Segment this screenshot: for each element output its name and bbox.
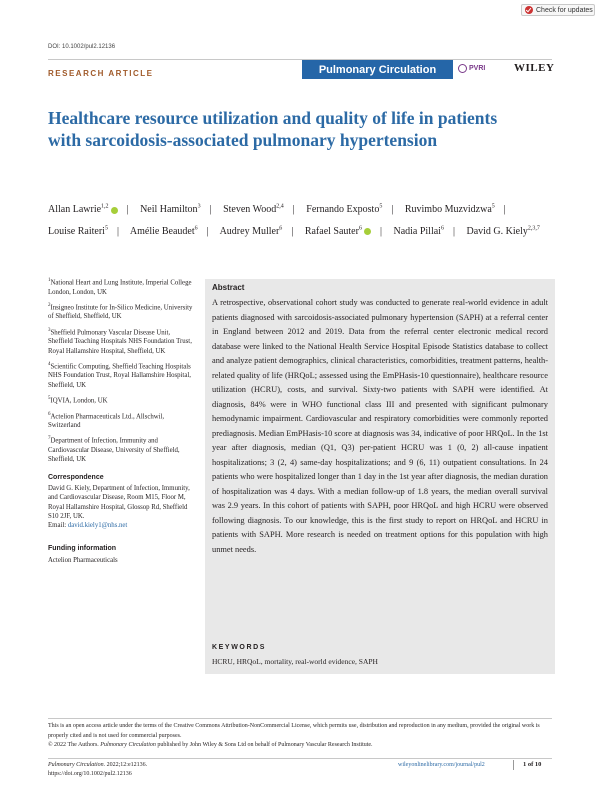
- author-affiliation-sup: 5: [379, 204, 383, 210]
- footer-doi[interactable]: https://doi.org/10.1002/pul2.12136: [48, 771, 132, 777]
- author-name-text: Rafael Sauter: [304, 225, 359, 237]
- pvri-emblem-icon: [458, 64, 467, 73]
- author-separator: |: [391, 204, 394, 216]
- journal-logo: Pulmonary Circulation: [302, 60, 453, 79]
- affiliation-item: [48, 276, 196, 297]
- affiliation-number: 4: [48, 361, 51, 367]
- author-affiliation-sup: 6: [358, 225, 362, 232]
- author-name-text: Audrey Muller: [219, 225, 280, 237]
- author-separator: |: [209, 204, 212, 216]
- author-separator: |: [206, 225, 209, 237]
- copyright-prefix: © 2022 The Authors.: [48, 742, 99, 748]
- author-affiliation-sup: 5: [491, 204, 495, 210]
- affiliation-text: Department of Infection, Immunity and Cardiovascular Disease, University of Sheffield, Sheffield, UK: [48, 437, 180, 464]
- article-title: Healthcare resource utilization and quality of life in patients with sarcoidosis-associated pulmonary hypertension: [48, 108, 498, 150]
- affiliation-item: [48, 326, 196, 356]
- correspondence-heading: Correspondence: [48, 473, 104, 481]
- affiliation-text: Actelion Pharmaceuticals Ltd., Allschwil, Switzerland: [48, 412, 165, 430]
- license-block: [48, 722, 554, 751]
- author-separator: |: [379, 225, 382, 237]
- author-separator: |: [452, 225, 455, 237]
- author-separator: |: [116, 225, 119, 237]
- footer-divider: [513, 760, 514, 770]
- author-name-text: Steven Wood: [223, 204, 277, 216]
- author-list: [48, 198, 558, 241]
- author-name: [140, 204, 201, 215]
- copyright-suffix: published by John Wiley & Sons Ltd on behalf of Pulmonary Vascular Research Institute.: [157, 742, 373, 748]
- author-name: [466, 226, 539, 237]
- orcid-icon[interactable]: [364, 228, 371, 235]
- author-name: [305, 226, 371, 237]
- author-affiliation-sup: 3: [197, 204, 201, 210]
- correspondence-email: [48, 521, 196, 530]
- footer-journal-name: Pulmonary Circulation.: [48, 762, 106, 768]
- footer-volume: 2022;12:e12136.: [106, 762, 148, 768]
- author-name-text: Nadia Pillai: [393, 225, 441, 237]
- doi-header: DOI: 10.1002/pul2.12136: [48, 44, 116, 50]
- funding-heading: Funding information: [48, 545, 117, 553]
- orcid-icon[interactable]: [111, 207, 118, 214]
- author-name: [405, 204, 495, 215]
- abstract-text: A retrospective, observational cohort study was conducted to generate real-world evidence in adult patients diagnosed with sarcoidosis-associated pulmonary hypertension (SAPH) at a referral center in England between 2012 and 2019. Data from the referral center electronic medical record database were linked to the National Health Service Hospital Episode Statistics database to collect and analyze patient demographics, clinical characteristics, comorbidities, treatment patterns, health-related quality of life (HRQoL; assessed using the EmPHasis-10 questionnaire), healthcare resource utilization (HCRU), costs, and survival. Sixty-two patients with SAPH were identified. At diagnosis, 84% were in WHO functional class III and presented with significant pulmonary hemodynamic impairment. Cardiovascular and respiratory comorbidities were commonly reported prediagnosis. Median EmPHasis-10 score at diagnosis was 34, indicative of poor HRQoL. In the 1st year after diagnosis, median (Q1, Q3) per-patient HCRU was 1 (0, 2) all-cause inpatient hospitalizations; 3 (2, 4) same-day hospitalizations; and 9 (6, 11) outpatient consultations. In 24 patients who were hospitalized longer than 1 day in the 1st year after diagnosis, the median duration of hospitalization was 4 days. With a median follow-up of 1.8 years, the median overall survival was 2.9 years. In this cohort of patients with SAPH, poor HRQoL and high HCRU were observed following diagnosis. To our knowledge, this is the first study to report on HRQoL and HCRU in patients with SAPH. More research is needed on treatment options for this population with high unmet needs.: [212, 298, 548, 554]
- author-affiliation-sup: 6: [194, 225, 198, 232]
- affiliation-text: Insigneo Institute for In-Silico Medicine, University of Sheffield, Sheffield, UK: [48, 304, 193, 321]
- license-rule: [48, 718, 552, 719]
- author-name: [393, 226, 444, 237]
- author-separator: |: [503, 204, 506, 216]
- affiliation-number: 1: [48, 278, 51, 283]
- correspondence-text: David G. Kiely, Department of Infection, Immunity, and Cardiovascular Disease, Room M15, Floor M, Royal Hallamshire Hospital, Glossop Rd, Sheffield S10 2JF, UK.: [48, 484, 190, 520]
- affiliation-item: [48, 360, 196, 390]
- check-icon: [525, 6, 533, 14]
- header-rule: [48, 59, 552, 60]
- author-name-text: Louise Raiteri: [48, 225, 105, 237]
- author-separator: |: [291, 225, 294, 237]
- keywords-heading: KEYWORDS: [212, 644, 267, 651]
- keywords-text: HCRU, HRQoL, mortality, real-world evidence, SAPH: [212, 657, 378, 666]
- affiliations: [48, 276, 196, 465]
- author-name-text: Neil Hamilton: [140, 204, 198, 216]
- author-affiliation-sup: 2,3,7: [527, 225, 540, 232]
- author-name-text: David G. Kiely: [466, 225, 528, 237]
- affiliation-number: 7: [48, 436, 51, 442]
- affiliation-item: [48, 410, 196, 431]
- author-separator: |: [126, 204, 129, 216]
- author-affiliation-sup: 6: [440, 225, 444, 232]
- email-link[interactable]: david.kiely1@nhs.net: [67, 522, 128, 530]
- article-type: RESEARCH ARTICLE: [48, 69, 154, 78]
- author-name: [130, 226, 198, 237]
- affiliation-number: 2: [48, 302, 51, 308]
- abstract-heading: Abstract: [212, 283, 245, 292]
- author-name-text: Allan Lawrie: [48, 204, 102, 216]
- author-separator: |: [292, 204, 295, 216]
- footer-journal-url[interactable]: wileyonlinelibrary.com/journal/pul2: [398, 762, 485, 768]
- funding-text: Actelion Pharmaceuticals: [48, 556, 118, 564]
- author-name-text: Amélie Beaudet: [129, 225, 195, 237]
- affiliation-text: Sheffield Pulmonary Vascular Disease Unit, Sheffield Teaching Hospitals NHS Foundation Trust, Royal Hallamshire Hospital, Sheffield, UK: [48, 328, 192, 355]
- author-name-text: Ruvimbo Muzvidzwa: [404, 204, 492, 216]
- pvri-logo: [458, 64, 485, 73]
- check-for-updates-badge[interactable]: [521, 4, 595, 16]
- sidebar-info: [48, 276, 196, 565]
- author-affiliation-sup: 6: [279, 225, 283, 232]
- license-text: This is an open access article under the terms of the Creative Commons Attribution-NonCommercial License, which permits use, distribution and reproduction in any medium, provided the original work is properly cited and is not used for commercial purposes.: [48, 723, 540, 739]
- affiliation-item: [48, 394, 196, 406]
- author-name-text: Fernando Exposto: [306, 204, 380, 216]
- page-number: 1 of 10: [523, 761, 542, 768]
- affiliation-item: [48, 301, 196, 322]
- affiliation-item: [48, 434, 196, 464]
- author-name: [223, 204, 284, 215]
- affiliation-number: 6: [48, 411, 51, 417]
- affiliation-number: 5: [48, 396, 51, 402]
- author-name: [306, 204, 382, 215]
- author-affiliation-sup: 1,2: [101, 204, 109, 210]
- author-name: [220, 226, 283, 237]
- affiliation-text: National Heart and Lung Institute, Imperial College London, London, UK: [48, 279, 192, 296]
- check-for-updates-label: Check for updates: [536, 6, 593, 14]
- publisher-logo: WILEY: [514, 62, 555, 74]
- affiliation-text: Scientific Computing, Sheffield Teaching Hospitals NHS Foundation Trust, Royal Hallamshire Hospital, Sheffield, UK: [48, 363, 191, 389]
- affiliation-text: IQVIA, London, UK: [50, 397, 108, 405]
- author-affiliation-sup: 2,4: [276, 204, 284, 210]
- affiliation-number: 3: [48, 327, 51, 333]
- email-label: Email:: [48, 522, 67, 530]
- author-name: [48, 226, 108, 237]
- copyright-line: [48, 741, 554, 751]
- pvri-logo-text: PVRI: [469, 65, 486, 72]
- author-name: [48, 204, 118, 215]
- author-affiliation-sup: 5: [104, 225, 108, 232]
- copyright-journal: Pulmonary Circulation: [100, 742, 156, 748]
- footer-rule: [48, 758, 552, 759]
- footer-citation: [48, 762, 147, 768]
